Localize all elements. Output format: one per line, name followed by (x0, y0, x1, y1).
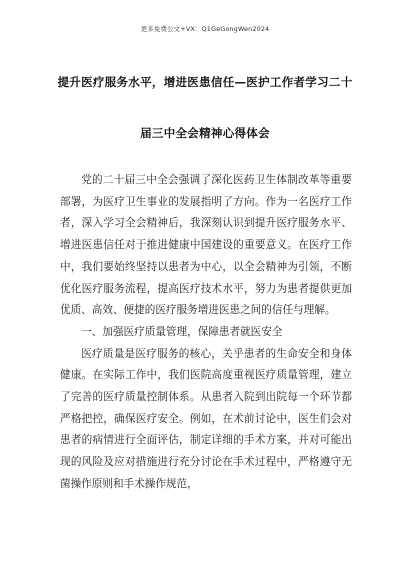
section-heading-1: 一、加强医疗质量管理，保障患者就医安全 (81, 325, 283, 338)
document-title-line-2: 届三中全会精神心得体会 (140, 126, 270, 140)
document-body (60, 170, 352, 496)
body-paragraph-2: 医疗质量是医疗服务的核心，关乎患者的生命安全和身体健康。在实际工作中，我们医院高度重视医疗质量管理，建立了完善的医疗质量控制体系。从患者入院到出院每一个环节都严格把控，确保医疗安全。例如，在术前讨论中，医生们会对患者的病情进行全面评估，制定详细的手术方案，并对可能出现的风险及应对措施进行充分讨论在手术过程中，严格遵守无菌操作原则和手术操作规范， (60, 347, 352, 490)
body-paragraph-1: 党的二十届三中全会强调了深化医药卫生体制改革等重要部署，为医疗卫生事业的发展指明了方向。作为一名医疗工作者，深入学习全会精神后，我深刻认识到提升医疗服务水平、增进医患信任对于推进健康中国建设的重要意义。在医疗工作中，我们要始终坚持以患者为中心，以全会精神为引领，不断优化医疗服务流程，提高医疗技术水平，努力为患者提供更加优质、高效、便捷的医疗服务增进医患之间的信任与理解。 (60, 174, 352, 317)
header-note: 更多免费公文+VX：Q1GeGongWen2024 (140, 25, 270, 33)
document-title-line-1: 提升医疗服务水平，增进医患信任—医护工作者学习二十 (57, 75, 353, 89)
